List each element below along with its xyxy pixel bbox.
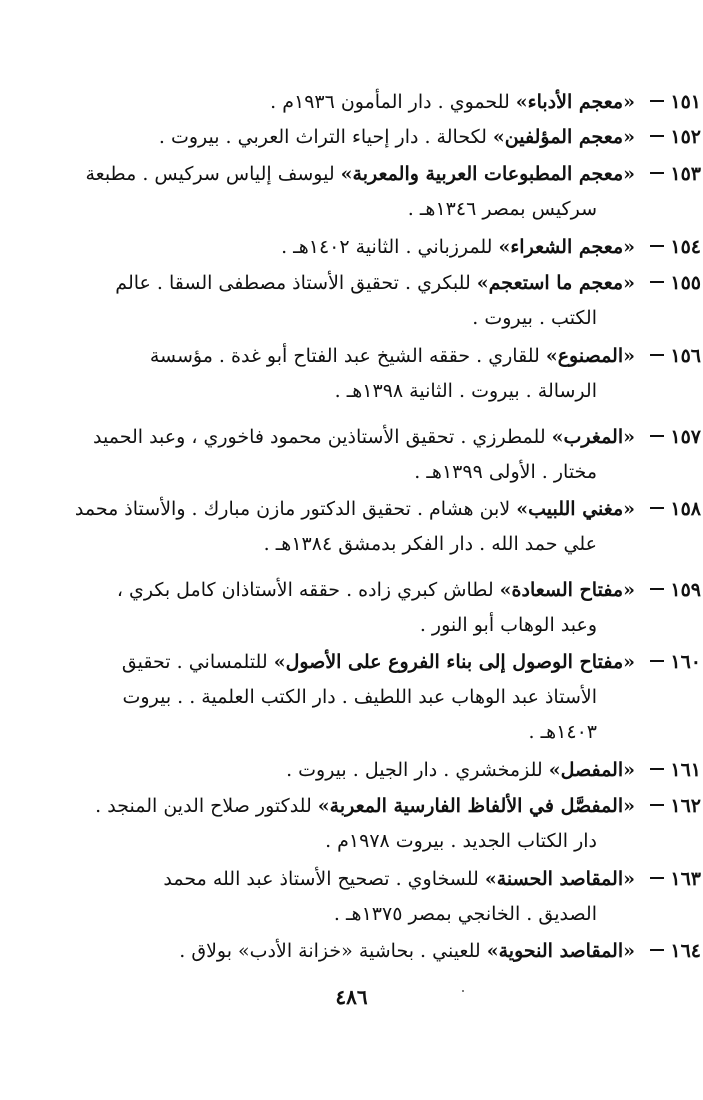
entry-text: للحموي . دار المأمون ١٩٣٦م . xyxy=(270,91,516,113)
bibliography-entry xyxy=(73,573,701,643)
bibliography-entry xyxy=(73,420,701,490)
bibliography-entry xyxy=(73,120,701,155)
dash-mark xyxy=(650,588,664,590)
entry-number: ١٥٦ xyxy=(641,339,701,374)
entry-title: «معجم المؤلفين» xyxy=(492,126,635,148)
entry-title: «مغني اللبيب» xyxy=(516,498,635,520)
dash-mark xyxy=(650,507,664,509)
bibliography-entry xyxy=(73,230,701,265)
bibliography-entry xyxy=(73,645,701,750)
entry-title: «معجم الشعراء» xyxy=(498,236,635,258)
entry-number: ١٦٠ xyxy=(641,645,701,680)
entry-number: ١٥٩ xyxy=(641,573,701,608)
entry-title: «معجم ما استعجم» xyxy=(476,272,635,294)
entry-text: للسخاوي . تصحيح الأستاذ عبد الله محمد xyxy=(163,868,485,890)
entry-number: ١٥١ xyxy=(641,85,701,120)
entry-text: لكحالة . دار إحياء التراث العربي . بيروت . xyxy=(158,126,493,148)
entry-text: للمرزباني . الثانية ١٤٠٢هـ . xyxy=(281,236,499,258)
entry-title: «المفصل» xyxy=(548,759,635,781)
dash-mark xyxy=(650,281,664,283)
dash-mark xyxy=(650,804,664,806)
bibliography-entry xyxy=(73,85,701,120)
entry-text: للدكتور صلاح الدين المنجد . xyxy=(95,795,318,817)
entry-number: ١٥٨ xyxy=(641,492,701,527)
bibliography-entry xyxy=(73,789,701,859)
entry-title: «المصنوع» xyxy=(545,345,635,367)
entry-number: ١٦٢ xyxy=(641,789,701,824)
entry-number: ١٥٣ xyxy=(641,157,701,192)
entry-title: «المفصَّل في الألفاظ الفارسية المعربة» xyxy=(317,795,635,817)
entry-text: للزمخشري . دار الجيل . بيروت . xyxy=(286,759,549,781)
entry-continuation: علي حمد الله . دار الفكر بدمشق ١٣٨٤هـ . xyxy=(263,533,597,555)
bibliography-entry xyxy=(73,862,701,932)
entry-text: ليوسف إلياس سركيس . مطبعة xyxy=(85,163,341,185)
dash-mark xyxy=(650,949,664,951)
entry-text: لابن هشام . تحقيق الدكتور مازن مبارك . والأستاذ محمد xyxy=(74,498,517,520)
dash-mark xyxy=(650,172,664,174)
entry-title: «المغرب» xyxy=(551,426,635,448)
entry-number: ١٦١ xyxy=(641,753,701,788)
dash-mark xyxy=(650,100,664,102)
entry-number: ١٥٢ xyxy=(641,120,701,155)
dash-mark xyxy=(650,768,664,770)
entry-continuation: دار الكتاب الجديد . بيروت ١٩٧٨م . xyxy=(325,830,597,852)
bibliography-entry xyxy=(73,753,701,788)
dash-mark xyxy=(650,245,664,247)
entry-title: «معجم المطبوعات العربية والمعربة» xyxy=(340,163,635,185)
entry-number: ١٥٤ xyxy=(641,230,701,265)
entry-number: ١٥٧ xyxy=(641,420,701,455)
dash-mark xyxy=(650,660,664,662)
entry-title: «المقاصد الحسنة» xyxy=(484,868,635,890)
entry-text: لطاش كبري زاده . حققه الأستاذان كامل بكري ، xyxy=(116,579,500,601)
entry-continuation: سركيس بمصر ١٣٤٦هـ . xyxy=(407,198,597,220)
bibliography-entry xyxy=(73,266,701,336)
entry-continuation: ١٤٠٣هـ . xyxy=(528,721,597,743)
entry-number: ١٦٤ xyxy=(641,934,701,969)
dash-mark xyxy=(650,135,664,137)
page-number: ٤٨٦ xyxy=(335,985,368,1009)
bibliography-entry xyxy=(73,492,701,562)
entry-title: «مفتاح السعادة» xyxy=(499,579,635,601)
bibliography-entry xyxy=(73,339,701,409)
dash-mark xyxy=(650,877,664,879)
bibliography-entry xyxy=(73,934,701,969)
entry-continuation: الرسالة . بيروت . الثانية ١٣٩٨هـ . xyxy=(334,380,597,402)
entry-title: «معجم الأدباء» xyxy=(515,91,635,113)
entry-continuation: مختار . الأولى ١٣٩٩هـ . xyxy=(414,461,597,483)
entry-text: للتلمساني . تحقيق xyxy=(121,651,274,673)
entry-continuation: الأستاذ عبد الوهاب عبد اللطيف . دار الكتب العلمية . . بيروت xyxy=(122,686,597,708)
entry-text: للبكري . تحقيق الأستاذ مصطفى السقا . عالم xyxy=(115,272,477,294)
entry-title: «مفتاح الوصول إلى بناء الفروع على الأصول» xyxy=(273,651,635,673)
entry-continuation: الصديق . الخانجي بمصر ١٣٧٥هـ . xyxy=(333,903,597,925)
ink-speck xyxy=(462,990,464,992)
entry-text: للقاري . حققه الشيخ عبد الفتاح أبو غدة . مؤسسة xyxy=(149,345,546,367)
entry-title: «المقاصد النحوية» xyxy=(486,940,635,962)
entry-number: ١٦٣ xyxy=(641,862,701,897)
dash-mark xyxy=(650,354,664,356)
bibliography-entry xyxy=(73,157,701,227)
entry-continuation: الكتب . بيروت . xyxy=(472,307,597,329)
entry-continuation: وعبد الوهاب أبو النور . xyxy=(419,614,597,636)
entry-number: ١٥٥ xyxy=(641,266,701,301)
entry-text: للمطرزي . تحقيق الأستاذين محمود فاخوري ، وعبد الحميد xyxy=(93,426,552,448)
entry-text: للعيني . بحاشية «خزانة الأدب» بولاق . xyxy=(179,940,487,962)
dash-mark xyxy=(650,435,664,437)
